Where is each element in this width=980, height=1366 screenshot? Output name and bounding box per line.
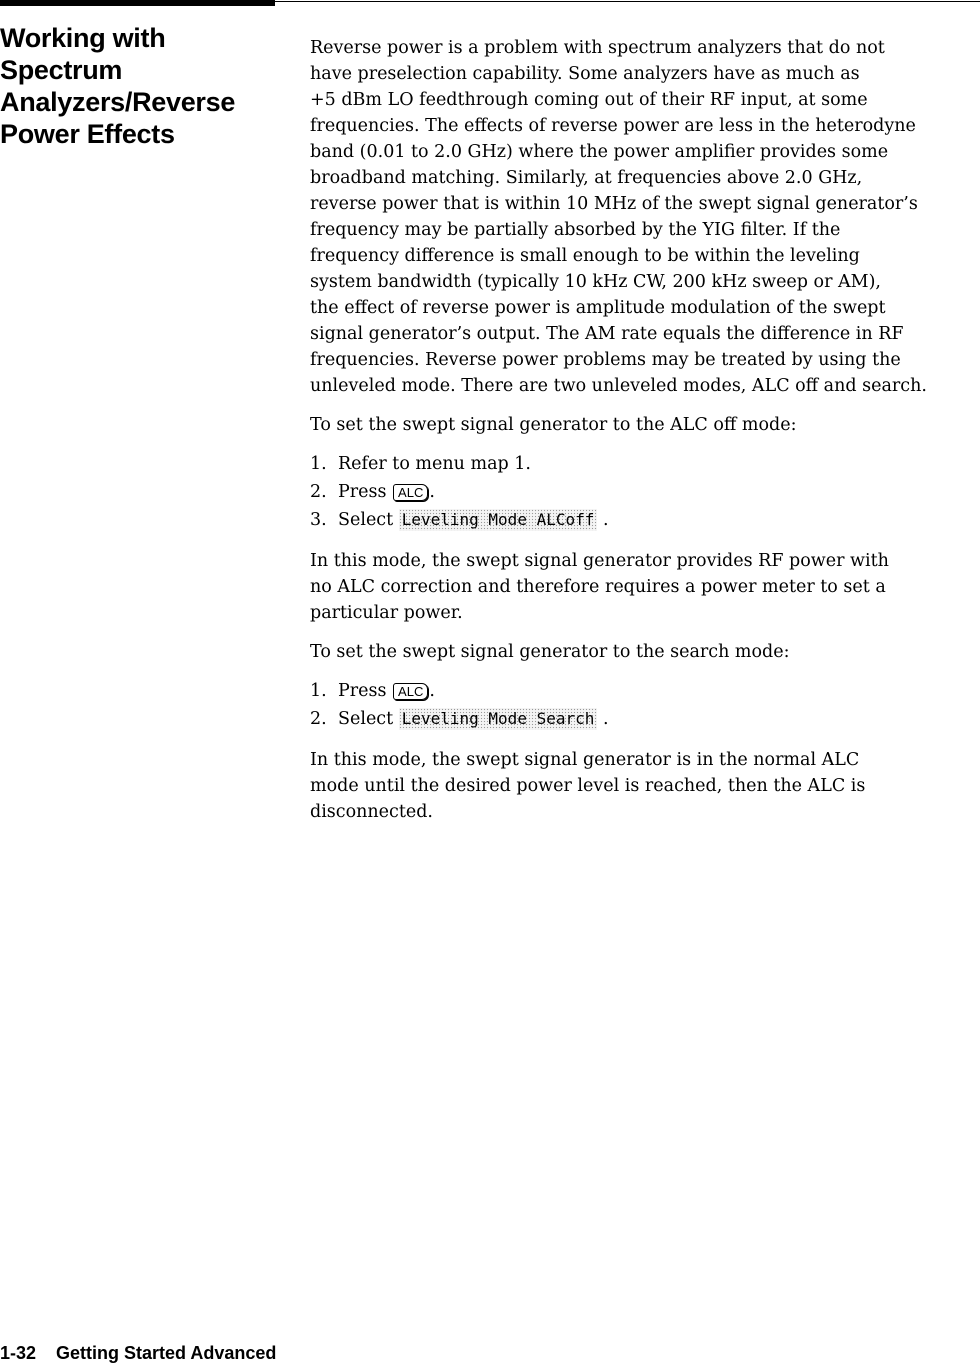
step-text: Select (338, 510, 394, 530)
step-end: . (602, 709, 609, 729)
header-rule-thin (275, 1, 980, 2)
text-line: frequency may be partially absorbed by the YIG filter. If the (310, 220, 841, 240)
step-number: 2. (310, 709, 327, 729)
heading-line: Spectrum (0, 55, 123, 85)
step-text: Select (338, 709, 394, 729)
text-line: frequencies. The effects of reverse power are less in the heterodyne (310, 116, 916, 136)
text-line: disconnected. (310, 802, 433, 822)
search-steps (310, 678, 978, 734)
text-line: Reverse power is a problem with spectrum analyzers that do not (310, 38, 885, 58)
text-line: have preselection capability. Some analyzers have as much as (310, 64, 860, 84)
heading-line: Analyzers/Reverse (0, 87, 236, 117)
alcoff-lead: To set the swept signal generator to the ALC off mode: (310, 415, 797, 435)
step-item (310, 451, 978, 479)
text-line: +5 dBm LO feedthrough coming out of their RF input, at some (310, 90, 868, 110)
step-number: 3. (310, 510, 327, 530)
step-item (310, 507, 978, 535)
heading-line: Working with (0, 23, 166, 53)
text-line: broadband matching. Similarly, at frequencies above 2.0 GHz, (310, 168, 863, 188)
step-end: . (602, 510, 609, 530)
section-heading (0, 22, 270, 150)
alcoff-steps (310, 451, 978, 535)
text-line: In this mode, the swept signal generator is in the normal ALC (310, 750, 860, 770)
alc-hardkey[interactable]: ALC (393, 683, 428, 700)
search-lead: To set the swept signal generator to the search mode: (310, 642, 790, 662)
text-line: particular power. (310, 603, 463, 623)
step-end: . (429, 482, 435, 502)
text-line: In this mode, the swept signal generator provides RF power with (310, 551, 889, 571)
text-line: the effect of reverse power is amplitude modulation of the swept (310, 298, 886, 318)
step-item (310, 678, 978, 706)
step-item (310, 479, 978, 507)
leveling-mode-search-softkey[interactable]: Leveling Mode Search (399, 708, 598, 730)
header-rule-thick (0, 0, 275, 6)
leveling-mode-alcoff-softkey[interactable]: Leveling Mode ALCoff (399, 509, 598, 531)
body-column (310, 22, 978, 838)
heading-line: Power Effects (0, 119, 175, 149)
footer-title: Getting Started Advanced (56, 1343, 277, 1363)
step-end: . (429, 681, 435, 701)
step-text: Refer to menu map 1. (338, 454, 531, 474)
step-text: Press (338, 482, 387, 502)
page-footer (0, 1343, 276, 1364)
text-line: frequencies. Reverse power problems may be treated by using the (310, 350, 901, 370)
text-line: reverse power that is within 10 MHz of the swept signal generator’s (310, 194, 918, 214)
text-line: signal generator’s output. The AM rate equals the difference in RF (310, 324, 904, 344)
step-number: 1. (310, 454, 327, 474)
text-line: no ALC correction and therefore requires a power meter to set a (310, 577, 886, 597)
text-line: frequency difference is small enough to be within the leveling (310, 246, 860, 266)
step-number: 2. (310, 482, 327, 502)
step-item (310, 706, 978, 734)
step-number: 1. (310, 681, 327, 701)
step-text: Press (338, 681, 387, 701)
text-line: unleveled mode. There are two unleveled modes, ALC off and search. (310, 376, 927, 396)
text-line: system bandwidth (typically 10 kHz CW, 200 kHz sweep or AM), (310, 272, 881, 292)
alc-hardkey[interactable]: ALC (393, 484, 428, 501)
text-line: mode until the desired power level is reached, then the ALC is (310, 776, 866, 796)
page-number: 1-32 (0, 1343, 37, 1363)
text-line: band (0.01 to 2.0 GHz) where the power amplifier provides some (310, 142, 889, 162)
